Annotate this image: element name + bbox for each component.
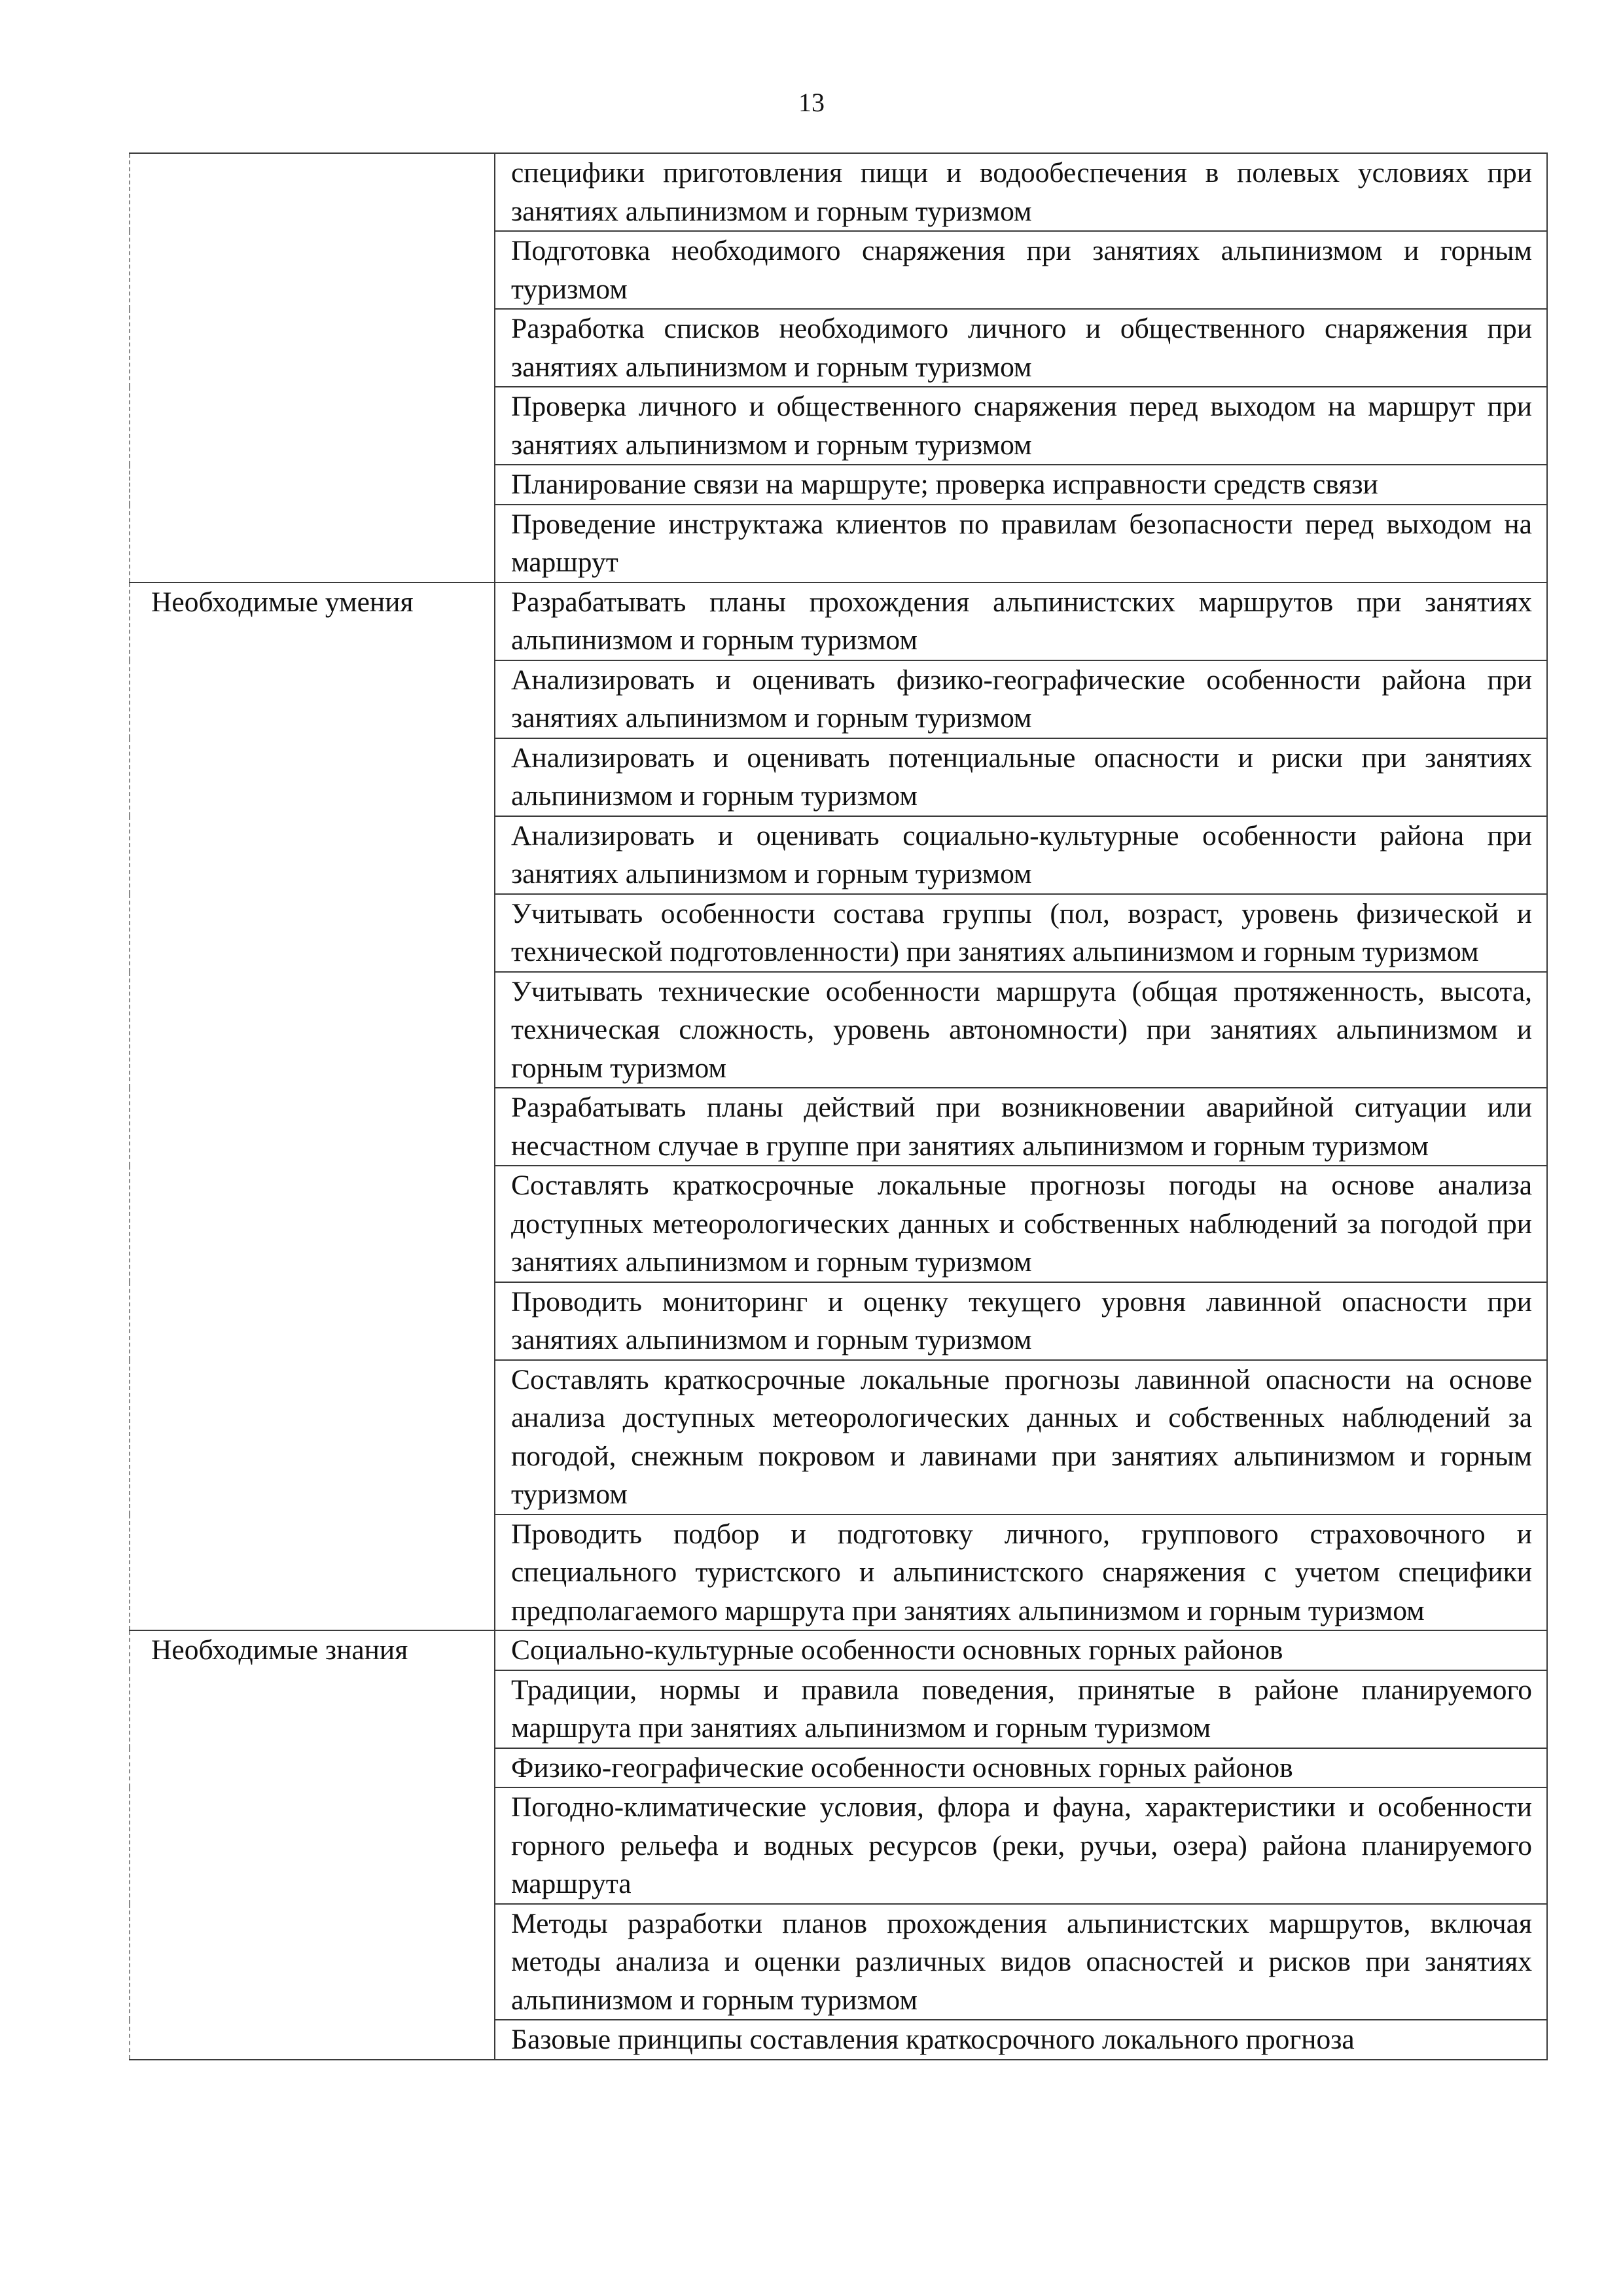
requirement-text: Физико-географические особенности основных горных районов xyxy=(495,1748,1547,1788)
table-row xyxy=(130,583,1547,660)
requirement-text: Планирование связи на маршруте; проверка исправности средств связи xyxy=(495,465,1547,505)
requirement-text: Методы разработки планов прохождения альпинистских маршрутов, включая методы анализа и оценки различных видов опасностей и рисков при занятиях альпинизмом и горным туризмом xyxy=(495,1904,1547,2020)
section-label xyxy=(130,153,495,583)
requirement-text: Анализировать и оценивать физико-географические особенности района при занятиях альпинизмом и горным туризмом xyxy=(495,660,1547,738)
requirement-text: Базовые принципы составления краткосрочного локального прогноза xyxy=(495,2020,1547,2060)
requirement-text: Проведение инструктажа клиентов по правилам безопасности перед выходом на маршрут xyxy=(495,505,1547,583)
requirement-text: Учитывать технические особенности маршрута (общая протяженность, высота, техническая сложность, уровень автономности) при занятиях альпинизмом и горным туризмом xyxy=(495,972,1547,1088)
requirement-text: Проводить подбор и подготовку личного, группового страховочного и специального туристского и альпинистского снаряжения с учетом специфики предполагаемого маршрута при занятиях альпинизмом и горным туризмом xyxy=(495,1515,1547,1631)
section-label: Необходимые умения xyxy=(130,583,495,1631)
table-row xyxy=(130,153,1547,231)
requirement-text: Составлять краткосрочные локальные прогнозы погоды на основе анализа доступных метеорологических данных и собственных наблюдений за погодой при занятиях альпинизмом и горным туризмом xyxy=(495,1166,1547,1282)
requirement-text: Проводить мониторинг и оценку текущего уровня лавинной опасности при занятиях альпинизмом и горным туризмом xyxy=(495,1282,1547,1360)
requirement-text: Подготовка необходимого снаряжения при занятиях альпинизмом и горным туризмом xyxy=(495,231,1547,309)
qualification-table xyxy=(129,152,1548,2060)
table-body xyxy=(130,153,1547,2060)
requirement-text: Погодно-климатические условия, флора и фауна, характеристики и особенности горного рельефа и водных ресурсов (реки, ручьи, озера) района планируемого маршрута xyxy=(495,1787,1547,1904)
requirement-text: Разрабатывать планы действий при возникновении аварийной ситуации или несчастном случае в группе при занятиях альпинизмом и горным туризмом xyxy=(495,1088,1547,1166)
requirement-text: Проверка личного и общественного снаряжения перед выходом на маршрут при занятиях альпинизмом и горным туризмом xyxy=(495,387,1547,465)
requirement-text: Социально-культурные особенности основных горных районов xyxy=(495,1630,1547,1670)
requirement-text: Разрабатывать планы прохождения альпинистских маршрутов при занятиях альпинизмом и горным туризмом xyxy=(495,583,1547,660)
requirement-text: Разработка списков необходимого личного и общественного снаряжения при занятиях альпинизмом и горным туризмом xyxy=(495,309,1547,387)
requirement-text: Анализировать и оценивать потенциальные опасности и риски при занятиях альпинизмом и горным туризмом xyxy=(495,738,1547,816)
section-label: Необходимые знания xyxy=(130,1630,495,2060)
requirement-text: Анализировать и оценивать социально-культурные особенности района при занятиях альпинизмом и горным туризмом xyxy=(495,816,1547,894)
table-row xyxy=(130,1630,1547,1670)
requirement-text: специфики приготовления пищи и водообеспечения в полевых условиях при занятиях альпинизмом и горным туризмом xyxy=(495,153,1547,231)
requirement-text: Традиции, нормы и правила поведения, принятые в районе планируемого маршрута при занятиях альпинизмом и горным туризмом xyxy=(495,1670,1547,1748)
page-number: 13 xyxy=(798,88,825,117)
requirement-text: Составлять краткосрочные локальные прогнозы лавинной опасности на основе анализа доступных метеорологических данных и собственных наблюдений за погодой, снежным покровом и лавинами при занятиях альпинизмом и горным туризмом xyxy=(495,1360,1547,1515)
requirement-text: Учитывать особенности состава группы (пол, возраст, уровень физической и технической подготовленности) при занятиях альпинизмом и горным туризмом xyxy=(495,894,1547,972)
